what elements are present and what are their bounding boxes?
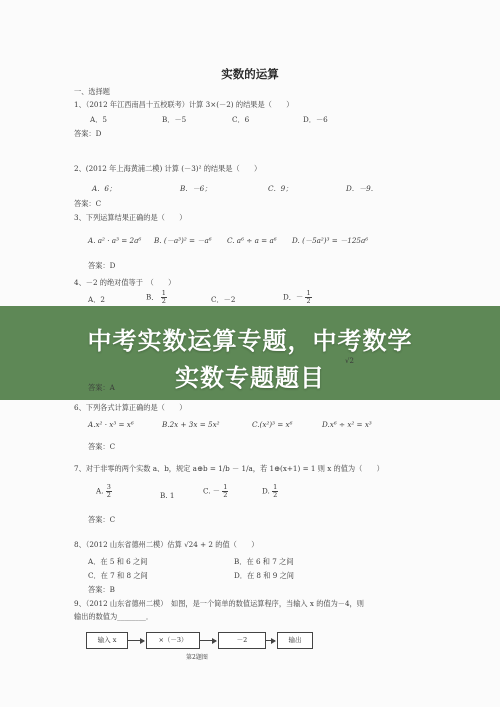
q2-option-b: B．－6； <box>180 184 212 193</box>
q7-option-a <box>96 484 112 499</box>
q4-option-d-fraction <box>305 290 311 305</box>
title-banner <box>0 306 500 400</box>
q1-text: 1、（2012 年江西南昌十五校联考）计算 3×(－2) 的结果是（ ） <box>74 100 294 109</box>
q8-answer: 答案：B <box>88 585 115 594</box>
q7-option-a-fraction <box>106 484 112 499</box>
figure-caption: 第2题图 <box>186 654 208 661</box>
q7-answer: 答案：C <box>88 515 116 524</box>
q1-option-d: D．－6 <box>303 115 328 124</box>
q3-answer: 答案：D <box>88 261 116 270</box>
q9-text-line2: 输出的数值为________． <box>74 612 154 621</box>
q6-option-d: D.x⁶ ÷ x² = x³ <box>322 420 372 429</box>
q9-text-line1: 9、（2012 山东省德州二模） 如图，是一个简单的数值运算程序，当输入 x 的值为－4，则 <box>74 599 364 608</box>
section-heading: 一、选择题 <box>74 87 110 96</box>
fraction-numerator: 1 <box>161 289 166 297</box>
q6-answer: 答案：C <box>88 442 116 451</box>
flow-input-box: 输入 x <box>86 632 128 649</box>
fraction-numerator: 1 <box>306 289 311 297</box>
flow-arrow-2 <box>199 640 216 641</box>
fraction-numerator: 3 <box>106 483 111 491</box>
q8-option-c: C．在 7 和 8 之间 <box>88 571 148 580</box>
q2-text: 2、(2012 年上海黄浦二模) 计算 (－3)² 的结果是（ ） <box>74 164 262 173</box>
q1-option-a: A．5 <box>90 115 107 124</box>
q7-option-d-fraction <box>272 484 278 499</box>
q3-text: 3、下列运算结果正确的是（ ） <box>74 213 187 222</box>
q4-option-c: C．－2 <box>211 295 236 304</box>
q4-option-b <box>146 290 167 305</box>
q7-option-d-label: D. <box>262 486 270 496</box>
q4-option-d-label: D．－ <box>283 292 304 302</box>
q8-option-b: B．在 6 和 7 之间 <box>234 557 294 566</box>
q6-option-c: C.(x²)³ = x⁶ <box>252 420 293 429</box>
q7-option-c <box>203 484 228 499</box>
banner-title-line1: 中考实数运算专题，中考数学 <box>87 327 413 355</box>
q3-option-b: B. (－a³)² = －a⁶ <box>154 236 212 245</box>
q5-answer: 答案：A <box>88 383 115 392</box>
q4-option-d <box>283 290 312 305</box>
q7-option-a-label: A. <box>96 486 104 496</box>
q7-option-b: B. 1 <box>160 491 175 500</box>
q4-option-b-fraction <box>161 290 167 305</box>
fraction-denominator: 2 <box>306 296 311 305</box>
fraction-denominator: 2 <box>161 296 166 305</box>
flow-arrow-1 <box>127 640 144 641</box>
q3-option-d: D. (－5a²)³ = －125a⁶ <box>292 236 369 245</box>
q5-fragment-value: 2 <box>349 357 354 365</box>
q2-option-a: A．6； <box>92 184 117 193</box>
q6-text: 6、下列各式计算正确的是（ ） <box>74 403 187 412</box>
fraction-numerator: 1 <box>223 483 228 491</box>
q6-option-b: B.2x + 3x = 5x² <box>162 420 220 429</box>
flow-output-box: 输出 <box>277 632 313 649</box>
flow-arrow-3 <box>265 640 275 641</box>
fraction-denominator: 2 <box>273 490 278 499</box>
q8-option-a: A．在 5 和 6 之间 <box>88 557 148 566</box>
q8-text: 8、（2012 山东省德州二模）估算 √24 + 2 的值（ ） <box>74 540 259 549</box>
flow-subtract-box: －2 <box>218 632 266 649</box>
q3-option-c: C. a⁶ ÷ a = a⁶ <box>227 236 277 245</box>
q7-text: 7、对于非零的两个实数 a、b，规定 a⊕b = 1/b － 1/a，若 1⊕(x+1) = 1 则 x 的值为（ ） <box>74 464 384 473</box>
q2-answer: 答案：C <box>74 199 102 208</box>
fraction-numerator: 1 <box>273 483 278 491</box>
q4-option-a: A．2 <box>88 295 105 304</box>
q5-sqrt-fragment: √2 <box>345 357 354 365</box>
q7-option-c-fraction <box>222 484 228 499</box>
q2-option-c: C．9； <box>268 184 293 193</box>
q8-option-d: D．在 8 和 9 之间 <box>234 571 294 580</box>
q2-option-d: D．－9． <box>346 184 378 193</box>
q1-option-b: B．－5 <box>162 115 187 124</box>
q3-option-a: A. a² · a³ = 2a⁶ <box>88 236 142 245</box>
page-title: 实数的运算 <box>221 67 279 81</box>
q1-option-c: C．6 <box>232 115 250 124</box>
banner-title-line2: 实数专题题目 <box>175 364 325 392</box>
q7-option-d <box>262 484 278 499</box>
q4-option-b-label: B． <box>146 292 159 302</box>
q7-option-c-label: C. － <box>203 486 220 496</box>
q4-text: 4、－2 的绝对值等于 （ ） <box>74 278 176 287</box>
flow-multiply-box: ×（－3） <box>146 632 200 649</box>
q6-option-a: A.x² · x³ = x⁶ <box>88 420 134 429</box>
q1-answer: 答案：D <box>74 129 102 138</box>
fraction-denominator: 2 <box>223 490 228 499</box>
fraction-denominator: 2 <box>106 490 111 499</box>
